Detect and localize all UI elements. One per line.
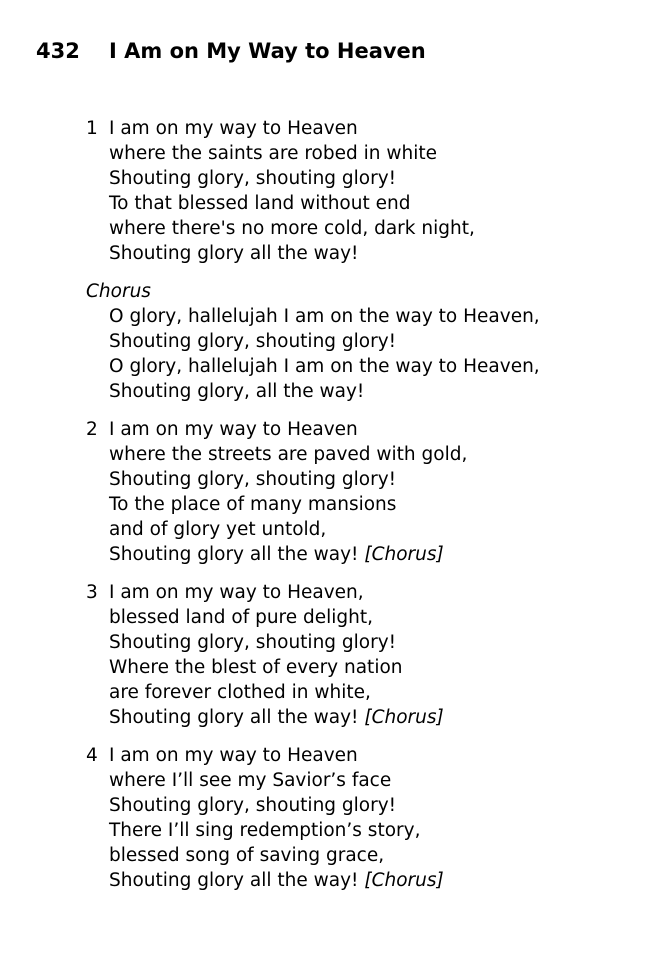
chorus-reference: [Chorus] — [364, 870, 444, 891]
verse-line: 1 I am on my way to Heaven — [86, 118, 358, 139]
verse-number: 4 — [86, 745, 98, 766]
chorus-line: Shouting glory, shouting glory! — [109, 331, 397, 352]
chorus-reference: [Chorus] — [364, 544, 444, 565]
hymn-title-row — [36, 37, 426, 65]
verse-line: blessed song of saving grace, — [109, 845, 385, 866]
verse-line: Shouting glory all the way! — [109, 243, 359, 264]
verse-line: Shouting glory all the way! [Chorus] — [109, 870, 444, 891]
verse-line: where there's no more cold, dark night, — [109, 218, 475, 239]
verse-line: 3 I am on my way to Heaven, — [86, 582, 364, 603]
verse-line: where I’ll see my Savior’s face — [109, 770, 392, 791]
verse-line: Shouting glory, shouting glory! — [109, 632, 397, 653]
verse-line: 2 I am on my way to Heaven — [86, 419, 358, 440]
hymn-title: I Am on My Way to Heaven — [109, 39, 426, 63]
chorus-reference: [Chorus] — [364, 707, 444, 728]
verse-line: There I’ll sing redemption’s story, — [109, 820, 421, 841]
verse-line: To that blessed land without end — [109, 193, 411, 214]
verse-line: where the streets are paved with gold, — [109, 444, 468, 465]
verse-line: Shouting glory, shouting glory! — [109, 469, 397, 490]
verse-line: and of glory yet untold, — [109, 519, 327, 540]
chorus-line: O glory, hallelujah I am on the way to Heaven, — [109, 356, 540, 377]
verse-line: To the place of many mansions — [109, 494, 397, 515]
verse-number: 3 — [86, 582, 98, 603]
chorus-line: Shouting glory, all the way! — [109, 381, 365, 402]
verse-line: Shouting glory all the way! [Chorus] — [109, 707, 444, 728]
verse-number: 1 — [86, 118, 98, 139]
verse-line: are forever clothed in white, — [109, 682, 371, 703]
verse-line: 4 I am on my way to Heaven — [86, 745, 358, 766]
verse-line: where the saints are robed in white — [109, 143, 437, 164]
verse-line: Shouting glory, shouting glory! — [109, 168, 397, 189]
verse-line: Where the blest of every nation — [109, 657, 403, 678]
verse-3 — [86, 580, 646, 730]
verse-2 — [86, 417, 646, 567]
verse-number: 2 — [86, 419, 98, 440]
chorus-label: Chorus — [86, 281, 151, 302]
lyrics — [86, 116, 646, 906]
verse-4 — [86, 743, 646, 893]
verse-line: Shouting glory, shouting glory! — [109, 795, 397, 816]
hymn-number: 432 — [36, 39, 80, 63]
verse-1 — [86, 116, 646, 266]
chorus-line: O glory, hallelujah I am on the way to Heaven, — [109, 306, 540, 327]
chorus — [86, 279, 646, 404]
verse-line: Shouting glory all the way! [Chorus] — [109, 544, 444, 565]
verse-line: blessed land of pure delight, — [109, 607, 374, 628]
